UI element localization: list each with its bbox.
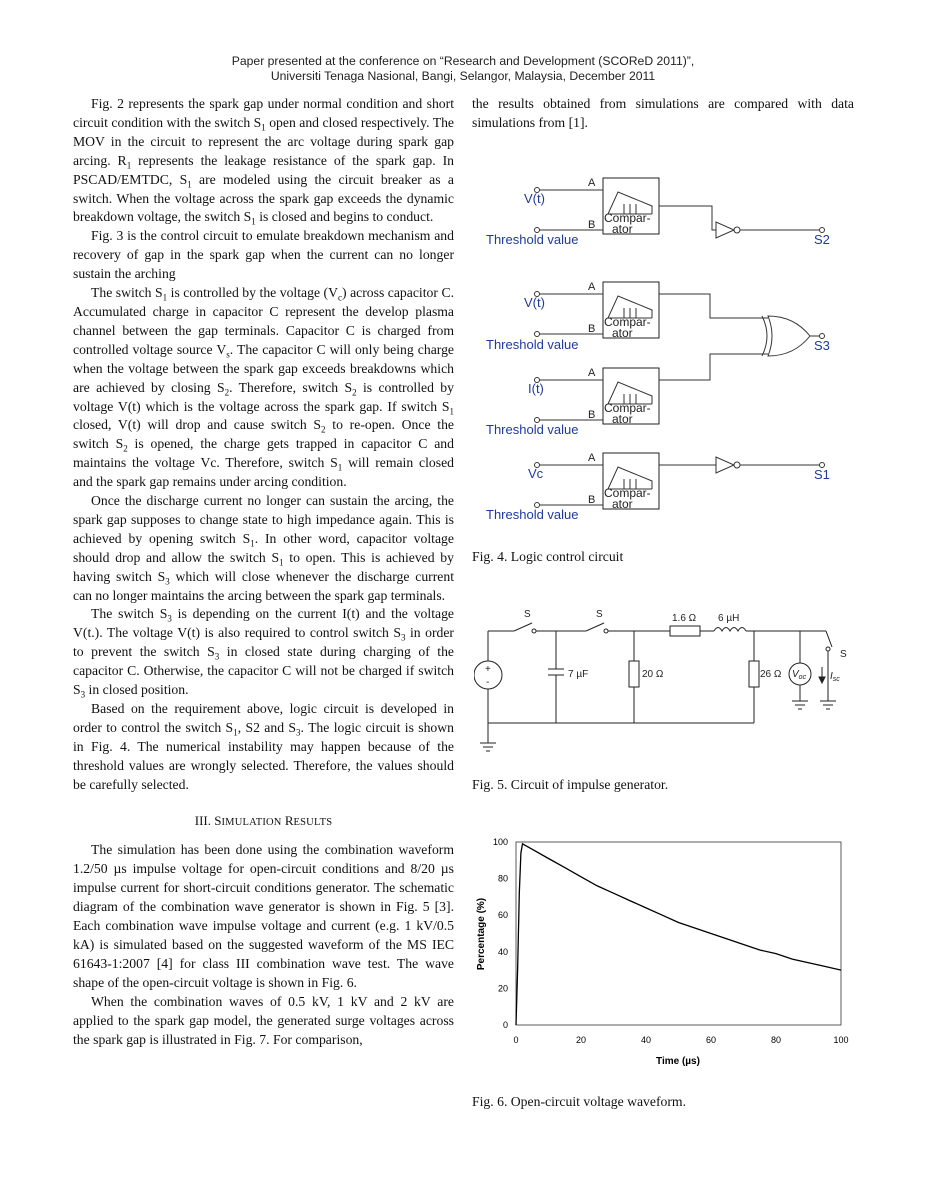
paragraph-fig3: Fig. 3 is the control circuit to emulate breakdown mechanism and recovery of gap in the spark gap when the current can no longer sustain the arching (73, 228, 454, 282)
logic-control-diagram (480, 170, 850, 528)
switch-label-2: S (596, 609, 603, 620)
svg-text:ator: ator (612, 412, 633, 426)
paragraph-results: the results obtained from simulations are compared with data simulations from [1]. (472, 96, 854, 130)
input-it-label: I(t) (528, 381, 544, 396)
svg-text:ator: ator (612, 326, 633, 340)
section-heading: III. SIMULATION RESULTS (194, 812, 333, 828)
y-tick-label: 40 (497, 946, 508, 957)
svg-text:Compar-: Compar- (604, 211, 651, 225)
svg-text:A: A (588, 452, 596, 464)
left-column (73, 95, 454, 1049)
paragraph-comparison: When the combination waves of 0.5 kV, 1 kV and 2 kV are applied to the spark gap model, the generated surge voltages across the spark gap is illustrated in Fig. 7. For comparison, (73, 993, 454, 1047)
x-tick-label: 40 (640, 1035, 652, 1045)
inductor-label: 6 µH (718, 613, 740, 624)
fig5-caption: Fig. 5. Circuit of impulse generator. (472, 777, 669, 792)
paragraph-logic-circuit: Based on the requirement above, logic circuit is developed in order to control the switch $S_1$, S2 and $S_3$. The logic circuit is shown in Fig. 4. The numerical instability may happen because of the threshold values are wrongly selected. Therefore, the values should be carefully selected. (73, 701, 454, 792)
svg-text:Compar-: Compar- (604, 486, 651, 500)
output-s2-label: S2 (814, 232, 830, 247)
svg-text:B: B (588, 219, 596, 231)
svg-text:B: B (588, 323, 596, 335)
threshold-label-4: Threshold value (486, 507, 579, 522)
paragraph-switch-s3: The switch $S_3$ is depending on the current I(t) and the voltage V(t.). The voltage V(t) is also required to control switch $S_3$ in order to prevent the switch $S_3$ in closed state during charging of the capacitor C. Otherwise, the capacitor C will not be charged if switch $S_3$ in closed position. (73, 606, 454, 700)
y-tick-label: 20 (497, 983, 508, 994)
resistor-1-6-label: 1.6 Ω (672, 613, 697, 624)
threshold-label-2: Threshold value (486, 337, 579, 352)
svg-text:Compar-: Compar- (604, 315, 651, 329)
svg-text:B: B (588, 494, 596, 506)
plot-frame (516, 842, 841, 1025)
source-minus: - (486, 677, 490, 688)
paragraph-switch-s1: The switch $S_1$ is controlled by the voltage $(V_c)$ across capacitor C. Accumulated charge in capacitor C represent the develop plasma channel between the gap terminals. Capacitor C is charged from controlled voltage source $V_s$. The capacitor C will only being charge when the voltage between the spark gap exceeds breakdowns which are achieved by closing $S_2$. Therefore, switch $S_2$ is controlled by voltage V(t) which is the voltage across the spark gap. If switch $S_1$ closed, V(t) will drop and cause switch $S_2$ to re-open. Once the switch $S_2$ is opened, the charge gets trapped in capacitor C and maintains the voltage Vc. Therefore, switch $S_1$ will remain closed and the spark gap remains under arcing condition. (73, 285, 455, 490)
x-tick-label: 100 (833, 1035, 849, 1045)
conference-header-line-1: Paper presented at the conference on “Research and Development (SCOReD 2011)”, (231, 54, 695, 68)
x-tick-label: 20 (575, 1035, 587, 1045)
y-axis-label: Percentage (%) (476, 897, 487, 971)
resistor-20-label: 20 Ω (642, 669, 664, 680)
isc-label: $I_{sc}$ (830, 671, 840, 683)
threshold-label-3: Threshold value (486, 422, 579, 437)
svg-text:B: B (588, 409, 596, 421)
voltage-waveform-line (516, 844, 841, 1025)
svg-text:A: A (588, 281, 596, 293)
svg-text:ator: ator (612, 497, 633, 511)
x-tick-label: 80 (770, 1035, 782, 1045)
output-s1-label: S1 (814, 467, 830, 482)
input-vc-label: Vc (528, 466, 544, 481)
capacitor-label: 7 µF (568, 669, 589, 680)
switch-label-1: S (524, 609, 531, 620)
output-s3-label: S3 (814, 338, 830, 353)
threshold-label-1: Threshold value (486, 232, 579, 247)
paragraph-simulation: The simulation has been done using the combination waveform 1.2/50 µs impulse voltage for open-circuit conditions and 8/20 µs impulse current for short-circuit conditions generator. The schematic diagram of the combination wave generator is shown in Fig. 5 [3]. Each combination wave impulse voltage and current (e.g. 1 kV/0.5 kA) is simulated based on the suggested waveform of the MS IEC 61643-1:2007 [4] for class III combination wave test. The wave shape of the open-circuit voltage is shown in Fig. 6. (73, 842, 454, 990)
paragraph-discharge: Once the discharge current no longer can sustain the arcing, the spark gap supposes to change state to high impedance again. This is achieved by opening switch $S_1$. In other word, capacitor voltage should drop and allow the switch $S_1$ to open. This is achieved by having switch $S_3$ which will close whenever the discharge current can no longer maintains the arcing between the spark gap terminals. (73, 493, 454, 603)
resistor-26-label: 26 Ω (760, 669, 782, 680)
svg-text:ator: ator (612, 222, 633, 236)
fig4-caption: Fig. 4. Logic control circuit (472, 549, 624, 564)
y-tick-label: 100 (492, 838, 508, 847)
open-circuit-voltage-chart (472, 838, 852, 1078)
svg-text:Compar-: Compar- (604, 401, 651, 415)
paragraph-fig2: Fig. 2 represents the spark gap under normal condition and short circuit condition with the switch $S_1$ open and closed respectively. The MOV in the circuit to represent the arc voltage during spark gap arcing. $R_1$ represents the leakage resistance of the spark gap. In PSCAD/EMTDC, $S_1$ are modeled using the circuit breaker as a switch. When the voltage across the spark gap exceeds the dynamic breakdown voltage, the switch $S_1$ is closed and begins to conduct. (73, 96, 454, 228)
y-tick-label: 60 (497, 910, 508, 921)
x-tick-label: 0 (513, 1035, 519, 1045)
fig6-caption: Fig. 6. Open-circuit voltage waveform. (472, 1094, 686, 1109)
impulse-generator-circuit (474, 605, 854, 755)
source-plus: + (485, 664, 491, 675)
y-tick-label: 0 (502, 1020, 508, 1030)
svg-text:A: A (588, 367, 596, 379)
input-vt-label-1: V(t) (524, 191, 545, 206)
x-axis-label: Time (µs) (656, 1056, 700, 1067)
right-column-text (472, 95, 854, 133)
x-tick-label: 60 (705, 1035, 717, 1045)
conference-header-line-2: Universiti Tenaga Nasional, Bangi, Selangor, Malaysia, December 2011 (270, 69, 656, 83)
svg-text:A: A (588, 177, 596, 189)
switch-label-3: S (840, 649, 847, 660)
voc-label: $V_{oc}$ (792, 669, 807, 681)
input-vt-label-2: V(t) (524, 295, 545, 310)
y-tick-label: 80 (497, 873, 508, 884)
